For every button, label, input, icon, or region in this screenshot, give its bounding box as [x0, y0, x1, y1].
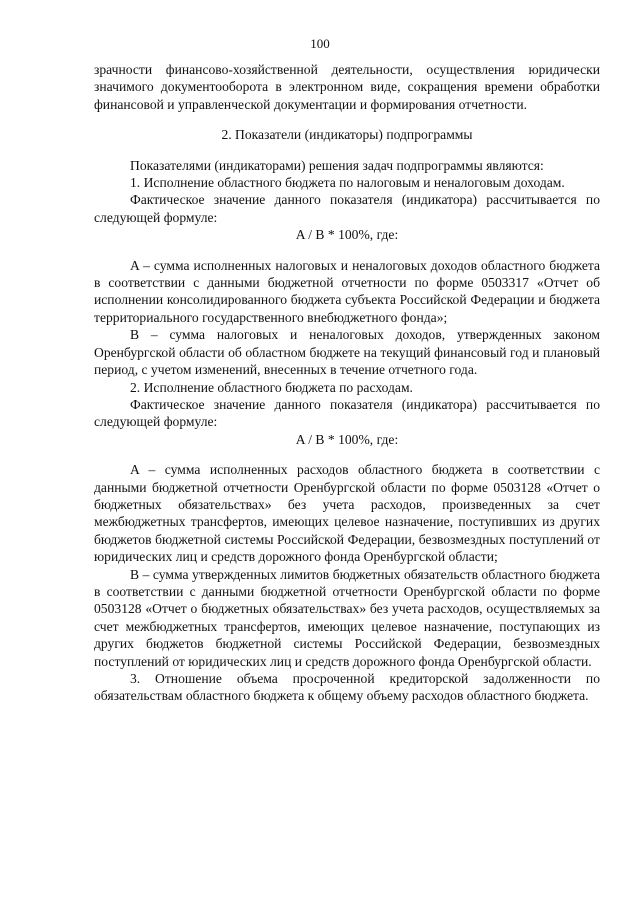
definition-a-2: A – сумма исполненных расходов областного бюджета в соответствии с данными бюджетной отчетности Оренбургской области по форме 0503128 «Отчет о бюджетных обязательствах» без учета расходов, произведенных за счет межбюджетных трансфертов, имеющих целевое назначение, поступивших из других бюджетов бюджетной системы Российской Федерации, безвозмездных поступлений от юридических лиц и средств дорожного фонда Оренбургской области; [94, 462, 600, 565]
definition-b-1: B – сумма налоговых и неналоговых доходов, утвержденных законом Оренбургской области об областном бюджете на текущий финансовый год и плановый период, с учетом изменений, внесенных в течение отчетного года. [94, 327, 600, 378]
definition-b-2: B – сумма утвержденных лимитов бюджетных обязательств областного бюджета в соответствии с данными бюджетной отчетности Оренбургской области по форме 0503128 «Отчет о бюджетных обязательствах» без учета расходов, осуществляемых за счет межбюджетных трансфертов, имеющих целевое назначение, поступающих из других бюджетов бюджетной системы Российской Федерации, безвозмездных поступлений от юридических лиц и средств дорожного фонда Оренбургской области. [94, 566, 600, 669]
formula-2: A / B * 100%, где: [295, 431, 399, 447]
indicator-3: 3. Отношение объема просроченной кредиторской задолженности по обязательствам областного бюджета к общему объему расходов областного бюджета. [94, 671, 600, 704]
section-heading: 2. Показатели (индикаторы) подпрограммы [221, 127, 473, 143]
indicator-1: 1. Исполнение областного бюджета по налоговым и неналоговым доходам. [130, 175, 565, 191]
lead-paragraph: Показателями (индикаторами) решения задач подпрограммы являются: [130, 157, 544, 173]
calculation-note-1: Фактическое значение данного показателя (индикатора) рассчитывается по следующей формуле: [94, 192, 600, 225]
indicator-2: 2. Исполнение областного бюджета по расходам. [130, 379, 413, 395]
page-number: 100 [310, 36, 330, 51]
definition-a-1: A – сумма исполненных налоговых и неналоговых доходов областного бюджета в соответствии с данными бюджетной отчетности по форме 0503317 «Отчет об исполнении консолидированного бюджета субъекта Российской Федерации и бюджета территориального государственного внебюджетного фонда»; [94, 257, 600, 325]
calculation-note-2: Фактическое значение данного показателя (индикатора) рассчитывается по следующей формуле: [94, 396, 600, 430]
intro-paragraph: зрачности финансово-хозяйственной деятельности, осуществления юридически значимого документооборота в электронном виде, сокращения времени обработки финансовой и управленческой документации и формирования отчетности. [94, 62, 600, 112]
document-body [94, 61, 600, 705]
formula-1: A / B * 100%, где: [295, 227, 399, 243]
